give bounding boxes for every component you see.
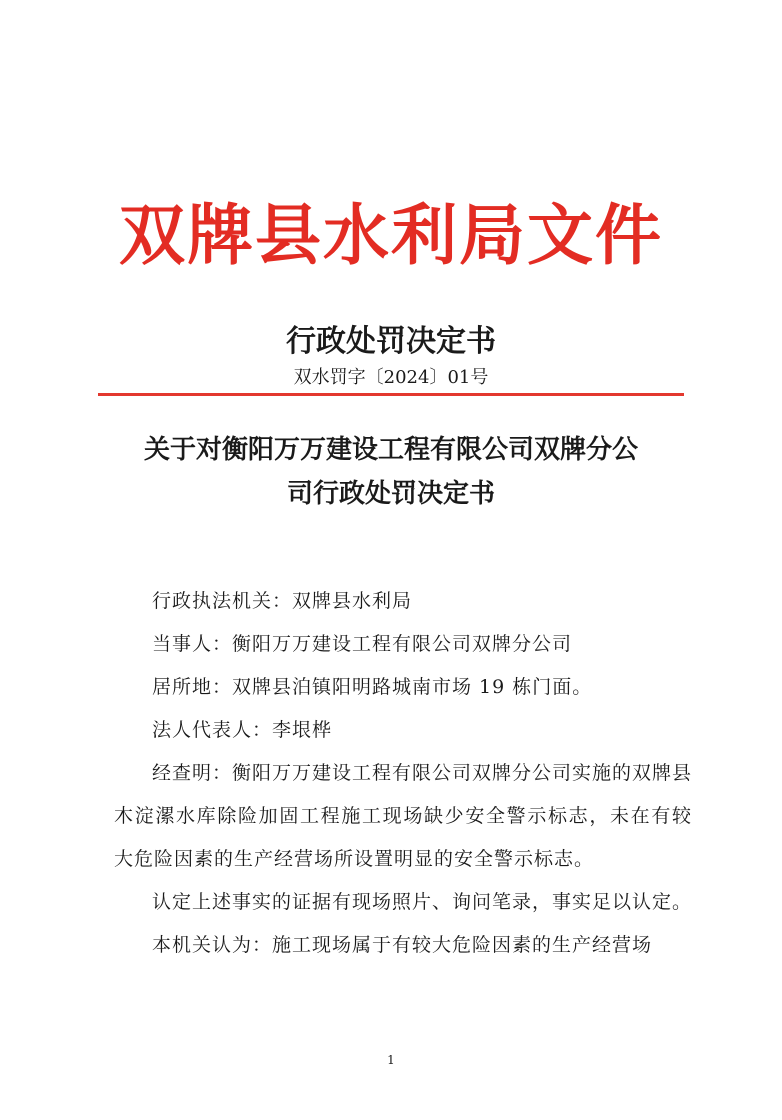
document-number: 双水罚字〔2024〕01号	[293, 367, 489, 388]
evidence-paragraph: 认定上述事实的证据有现场照片、询问笔录，事实足以认定。	[152, 891, 693, 913]
document-body	[114, 580, 692, 967]
legal-representative: 法人代表人：李垠桦	[152, 719, 333, 741]
red-divider-line	[98, 393, 684, 396]
document-type: 行政处罚决定书	[286, 324, 496, 359]
page-number: 1	[387, 1053, 395, 1067]
document-title-line-2: 司行政处罚决定书	[286, 479, 495, 509]
document-title	[100, 428, 682, 516]
document-title-line-1: 关于对衡阳万万建设工程有限公司双牌分公	[143, 435, 638, 465]
party-address: 居所地：双牌县泊镇阳明路城南市场 19 栋门面。	[152, 676, 593, 698]
party-name: 当事人：衡阳万万建设工程有限公司双牌分公司	[152, 633, 573, 655]
opinion-paragraph: 本机关认为：施工现场属于有较大危险因素的生产经营场	[152, 934, 653, 956]
findings-paragraph: 经查明：衡阳万万建设工程有限公司双牌分公司实施的双牌县木淀漯水库除险加固工程施工现场缺少安全警示标志，未在有较大危险因素的生产经营场所设置明显的安全警示标志。	[114, 762, 693, 870]
enforcement-authority: 行政执法机关：双牌县水利局	[152, 590, 413, 612]
masthead-title: 双牌县水利局文件	[119, 197, 663, 274]
